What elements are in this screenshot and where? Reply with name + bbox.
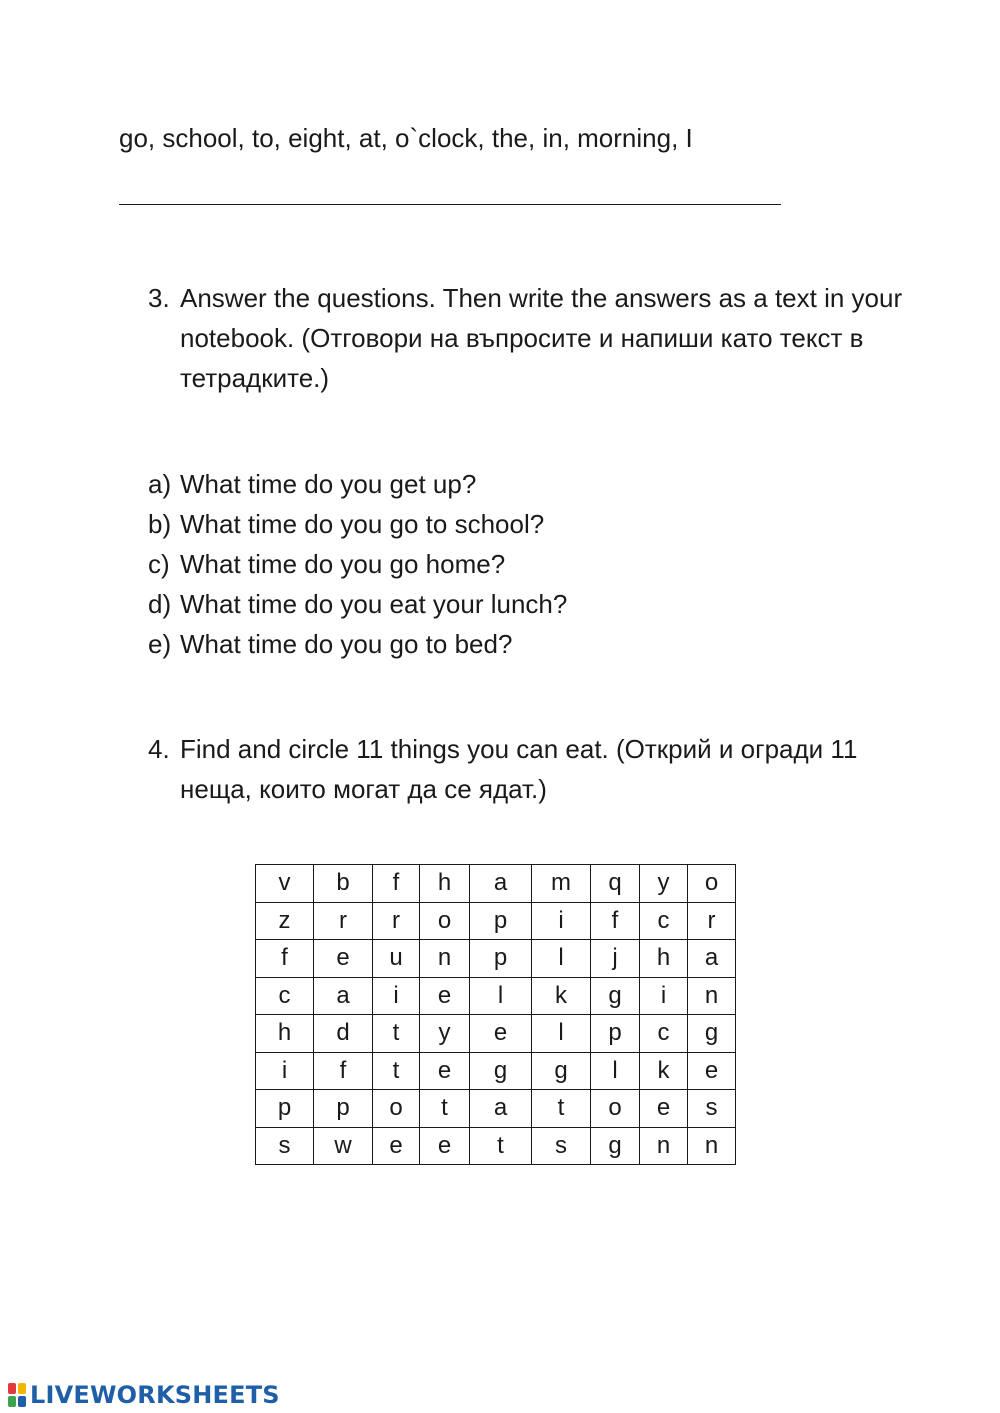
- question-letter: c): [148, 549, 170, 579]
- task-4-number: 4.: [148, 734, 170, 764]
- grid-cell[interactable]: o: [373, 1090, 420, 1128]
- question-item: [148, 544, 567, 584]
- grid-row: [256, 1052, 736, 1090]
- grid-cell[interactable]: b: [314, 865, 373, 903]
- grid-cell[interactable]: l: [532, 1015, 591, 1053]
- grid-cell[interactable]: i: [640, 977, 688, 1015]
- grid-cell[interactable]: n: [420, 940, 470, 978]
- grid-cell[interactable]: n: [688, 1127, 736, 1165]
- grid-cell[interactable]: e: [688, 1052, 736, 1090]
- grid-row: [256, 940, 736, 978]
- grid-cell[interactable]: l: [591, 1052, 640, 1090]
- logo-text: LIVEWORKSHEETS: [30, 1381, 280, 1409]
- grid-cell[interactable]: z: [256, 902, 314, 940]
- grid-cell[interactable]: t: [420, 1090, 470, 1128]
- grid-cell[interactable]: e: [470, 1015, 532, 1053]
- grid-cell[interactable]: p: [256, 1090, 314, 1128]
- grid-cell[interactable]: a: [470, 865, 532, 903]
- grid-cell[interactable]: m: [532, 865, 591, 903]
- grid-cell[interactable]: s: [688, 1090, 736, 1128]
- grid-cell[interactable]: t: [373, 1052, 420, 1090]
- grid-cell[interactable]: k: [532, 977, 591, 1015]
- logo-square-red: [8, 1383, 16, 1394]
- grid-cell[interactable]: p: [591, 1015, 640, 1053]
- question-text: What time do you go home?: [180, 549, 506, 579]
- grid-row: [256, 902, 736, 940]
- grid-cell[interactable]: l: [532, 940, 591, 978]
- grid-cell[interactable]: u: [373, 940, 420, 978]
- question-letter: e): [148, 629, 172, 659]
- question-item: [148, 584, 567, 624]
- grid-cell[interactable]: p: [470, 940, 532, 978]
- grid-cell[interactable]: q: [591, 865, 640, 903]
- grid-cell[interactable]: f: [591, 902, 640, 940]
- grid-cell[interactable]: f: [373, 865, 420, 903]
- task-3-instruction: [148, 278, 908, 398]
- grid-cell[interactable]: v: [256, 865, 314, 903]
- grid-cell[interactable]: f: [314, 1052, 373, 1090]
- logo-square-blue: [18, 1396, 26, 1407]
- grid-cell[interactable]: e: [314, 940, 373, 978]
- grid-cell[interactable]: r: [688, 902, 736, 940]
- grid-cell[interactable]: o: [591, 1090, 640, 1128]
- grid-cell[interactable]: g: [591, 977, 640, 1015]
- question-item: [148, 504, 567, 544]
- question-item: [148, 464, 567, 504]
- task-3-text: Answer the questions. Then write the answers as a text in your notebook. (Отговори на въпросите и напиши като текст в тетрадките.): [180, 283, 903, 393]
- liveworksheets-logo-icon: [8, 1383, 26, 1407]
- grid-cell[interactable]: p: [470, 902, 532, 940]
- grid-cell[interactable]: i: [373, 977, 420, 1015]
- question-text: What time do you go to bed?: [180, 629, 513, 659]
- question-list: [148, 464, 567, 664]
- grid-row: [256, 977, 736, 1015]
- scrambled-words: go, school, to, eight, at, o`clock, the, in, morning, I: [119, 123, 693, 153]
- grid-row: [256, 1127, 736, 1165]
- question-letter: a): [148, 469, 172, 499]
- grid-cell[interactable]: c: [640, 1015, 688, 1053]
- grid-cell[interactable]: t: [532, 1090, 591, 1128]
- grid-cell[interactable]: o: [688, 865, 736, 903]
- question-text: What time do you go to school?: [180, 509, 545, 539]
- grid-cell[interactable]: f: [256, 940, 314, 978]
- grid-cell[interactable]: g: [532, 1052, 591, 1090]
- grid-row: [256, 865, 736, 903]
- liveworksheets-logo: [8, 1380, 280, 1410]
- grid-cell[interactable]: n: [688, 977, 736, 1015]
- word-search-grid: [255, 864, 736, 1165]
- grid-row: [256, 1015, 736, 1053]
- grid-cell[interactable]: n: [640, 1127, 688, 1165]
- logo-square-yellow: [18, 1383, 26, 1394]
- grid-cell[interactable]: k: [640, 1052, 688, 1090]
- grid-cell[interactable]: g: [470, 1052, 532, 1090]
- grid-cell[interactable]: h: [256, 1015, 314, 1053]
- task-3-number: 3.: [148, 283, 170, 313]
- grid-cell[interactable]: o: [420, 902, 470, 940]
- grid-cell[interactable]: r: [314, 902, 373, 940]
- question-letter: d): [148, 589, 172, 619]
- grid-cell[interactable]: t: [373, 1015, 420, 1053]
- grid-cell[interactable]: h: [420, 865, 470, 903]
- grid-cell[interactable]: e: [373, 1127, 420, 1165]
- grid-cell[interactable]: g: [591, 1127, 640, 1165]
- grid-cell[interactable]: i: [532, 902, 591, 940]
- grid-cell[interactable]: d: [314, 1015, 373, 1053]
- grid-cell[interactable]: a: [470, 1090, 532, 1128]
- grid-cell[interactable]: w: [314, 1127, 373, 1165]
- grid-cell[interactable]: c: [640, 902, 688, 940]
- grid-cell[interactable]: g: [688, 1015, 736, 1053]
- grid-cell[interactable]: e: [420, 1052, 470, 1090]
- grid-cell[interactable]: j: [591, 940, 640, 978]
- answer-line[interactable]: [119, 204, 781, 205]
- grid-cell[interactable]: l: [470, 977, 532, 1015]
- grid-cell[interactable]: t: [470, 1127, 532, 1165]
- grid-cell[interactable]: i: [256, 1052, 314, 1090]
- logo-square-green: [8, 1396, 16, 1407]
- question-item: [148, 624, 567, 664]
- grid-cell[interactable]: p: [314, 1090, 373, 1128]
- grid-cell[interactable]: s: [256, 1127, 314, 1165]
- grid-cell[interactable]: a: [688, 940, 736, 978]
- grid-cell[interactable]: y: [420, 1015, 470, 1053]
- grid-cell[interactable]: s: [532, 1127, 591, 1165]
- grid-cell[interactable]: e: [420, 977, 470, 1015]
- grid-cell[interactable]: h: [640, 940, 688, 978]
- grid-cell[interactable]: c: [256, 977, 314, 1015]
- task-4-text: Find and circle 11 things you can eat. (Открий и огради 11 неща, които могат да се ядат.): [180, 734, 858, 804]
- question-letter: b): [148, 509, 172, 539]
- grid-cell[interactable]: e: [420, 1127, 470, 1165]
- grid-row: [256, 1090, 736, 1128]
- grid-cell[interactable]: a: [314, 977, 373, 1015]
- grid-cell[interactable]: e: [640, 1090, 688, 1128]
- question-text: What time do you get up?: [180, 469, 477, 499]
- task-4-instruction: [148, 729, 908, 809]
- grid-cell[interactable]: r: [373, 902, 420, 940]
- grid-cell[interactable]: y: [640, 865, 688, 903]
- question-text: What time do you eat your lunch?: [180, 589, 568, 619]
